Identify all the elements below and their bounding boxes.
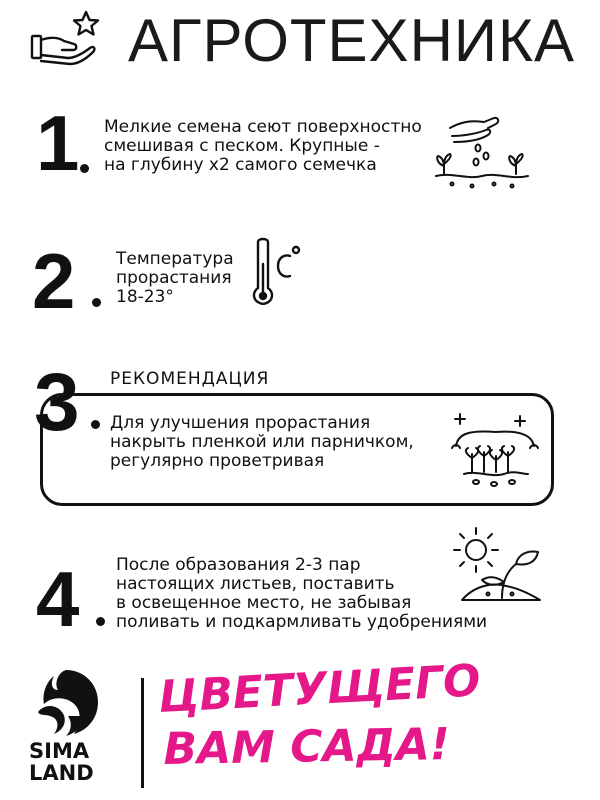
recommendation-heading: РЕКОМЕНДАЦИЯ [110,369,270,389]
greenhouse-sprouts-icon [448,410,544,492]
dolphin-logo-icon [28,668,104,740]
brand-name-line2: LAND [29,761,94,785]
step-4-bullet [96,617,105,626]
page-title: АГРОТЕХНИКА [128,7,575,74]
sun-seedling-icon [448,524,548,608]
step-3-number: 3 [34,357,80,448]
seeds-sowing-icon [432,112,532,192]
thermometer-celsius-icon [250,236,314,308]
step-2-number: 2 [32,237,76,325]
footer-divider [141,678,144,788]
slogan-line1: ЦВЕТУЩЕГО [157,655,482,723]
step-3-text: Для улучшения прорастания накрыть пленкой или парничком, регулярно проветривая [110,413,414,471]
step-4-text: После образования 2-3 пар настоящих листьев, поставить в освещенное место, не забывая поливать и подкармливать удобрениями [116,555,488,632]
step-1-number: 1 [36,99,80,187]
brand-name-line1: SIMA [29,739,90,763]
step-1-text: Мелкие семена сеют поверхностно смешивая с песком. Крупные - на глубину х2 самого семечка [104,117,422,175]
step-2-bullet [92,298,101,307]
hand-star-icon [28,8,108,70]
step-4-number: 4 [36,555,80,643]
step-2-text: Температура прорастания 18-23° [116,249,234,307]
step-1-bullet [80,164,89,173]
slogan-line2: ВАМ САДА! [163,719,451,775]
step-3-bullet [91,420,100,429]
